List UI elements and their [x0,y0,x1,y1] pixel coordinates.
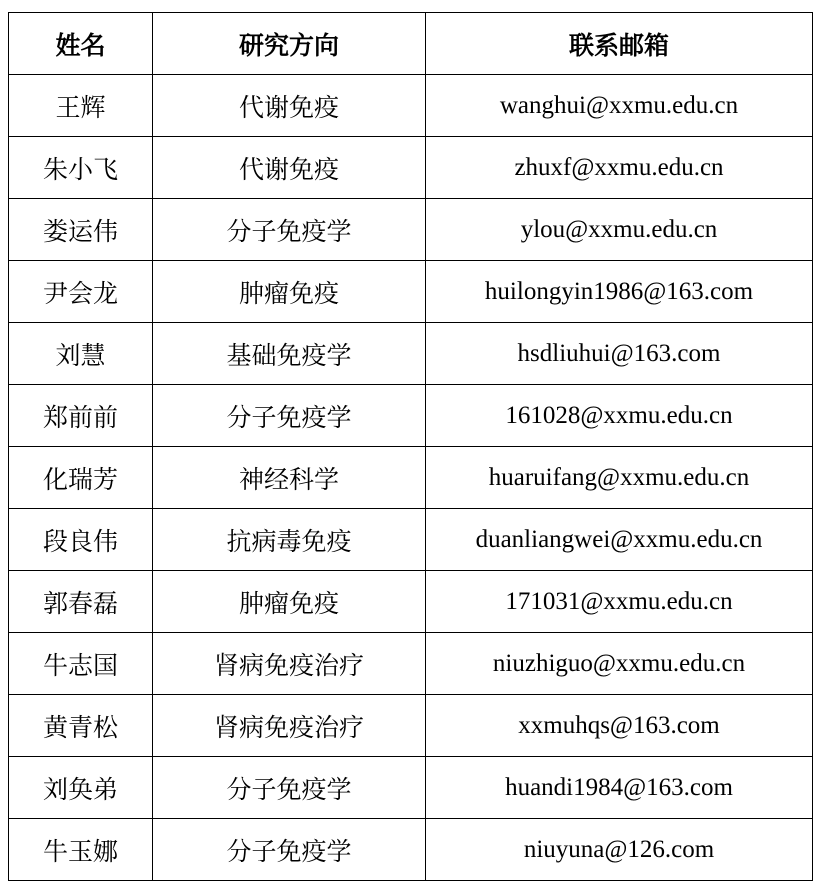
research-field-cell: 分子免疫学 [153,385,426,447]
email-cell: 161028@xxmu.edu.cn [426,385,813,447]
email-cell: wanghui@xxmu.edu.cn [426,75,813,137]
name-cell: 朱小飞 [9,137,153,199]
research-field-cell: 抗病毒免疫 [153,509,426,571]
table-row [9,695,813,757]
table-row [9,199,813,261]
email-cell: hsdliuhui@163.com [426,323,813,385]
table-row [9,633,813,695]
name-cell: 黄青松 [9,695,153,757]
table-body [9,75,813,881]
email-cell: zhuxf@xxmu.edu.cn [426,137,813,199]
table-row [9,757,813,819]
table-row [9,385,813,447]
email-cell: ylou@xxmu.edu.cn [426,199,813,261]
name-cell: 牛玉娜 [9,819,153,881]
header-contact-email: 联系邮箱 [426,13,813,75]
email-cell: huaruifang@xxmu.edu.cn [426,447,813,509]
table-row [9,75,813,137]
research-field-cell: 肾病免疫治疗 [153,633,426,695]
research-field-cell: 肿瘤免疫 [153,261,426,323]
table-row [9,509,813,571]
name-cell: 郑前前 [9,385,153,447]
name-cell: 刘奂弟 [9,757,153,819]
table-row [9,137,813,199]
email-cell: huandi1984@163.com [426,757,813,819]
email-cell: duanliangwei@xxmu.edu.cn [426,509,813,571]
email-cell: huilongyin1986@163.com [426,261,813,323]
name-cell: 刘慧 [9,323,153,385]
table-row [9,447,813,509]
name-cell: 娄运伟 [9,199,153,261]
name-cell: 段良伟 [9,509,153,571]
table-row [9,571,813,633]
research-field-cell: 肾病免疫治疗 [153,695,426,757]
research-field-cell: 分子免疫学 [153,757,426,819]
name-cell: 王辉 [9,75,153,137]
research-field-cell: 肿瘤免疫 [153,571,426,633]
header-research-field: 研究方向 [153,13,426,75]
research-field-cell: 代谢免疫 [153,137,426,199]
name-cell: 牛志国 [9,633,153,695]
research-field-cell: 分子免疫学 [153,199,426,261]
table-row [9,819,813,881]
contact-table [8,12,813,881]
email-cell: xxmuhqs@163.com [426,695,813,757]
table-row [9,261,813,323]
email-cell: 171031@xxmu.edu.cn [426,571,813,633]
email-cell: niuzhiguo@xxmu.edu.cn [426,633,813,695]
name-cell: 尹会龙 [9,261,153,323]
header-name: 姓名 [9,13,153,75]
table-header [9,13,813,75]
research-field-cell: 基础免疫学 [153,323,426,385]
research-field-cell: 神经科学 [153,447,426,509]
header-row [9,13,813,75]
table-row [9,323,813,385]
name-cell: 郭春磊 [9,571,153,633]
research-field-cell: 代谢免疫 [153,75,426,137]
email-cell: niuyuna@126.com [426,819,813,881]
name-cell: 化瑞芳 [9,447,153,509]
research-field-cell: 分子免疫学 [153,819,426,881]
